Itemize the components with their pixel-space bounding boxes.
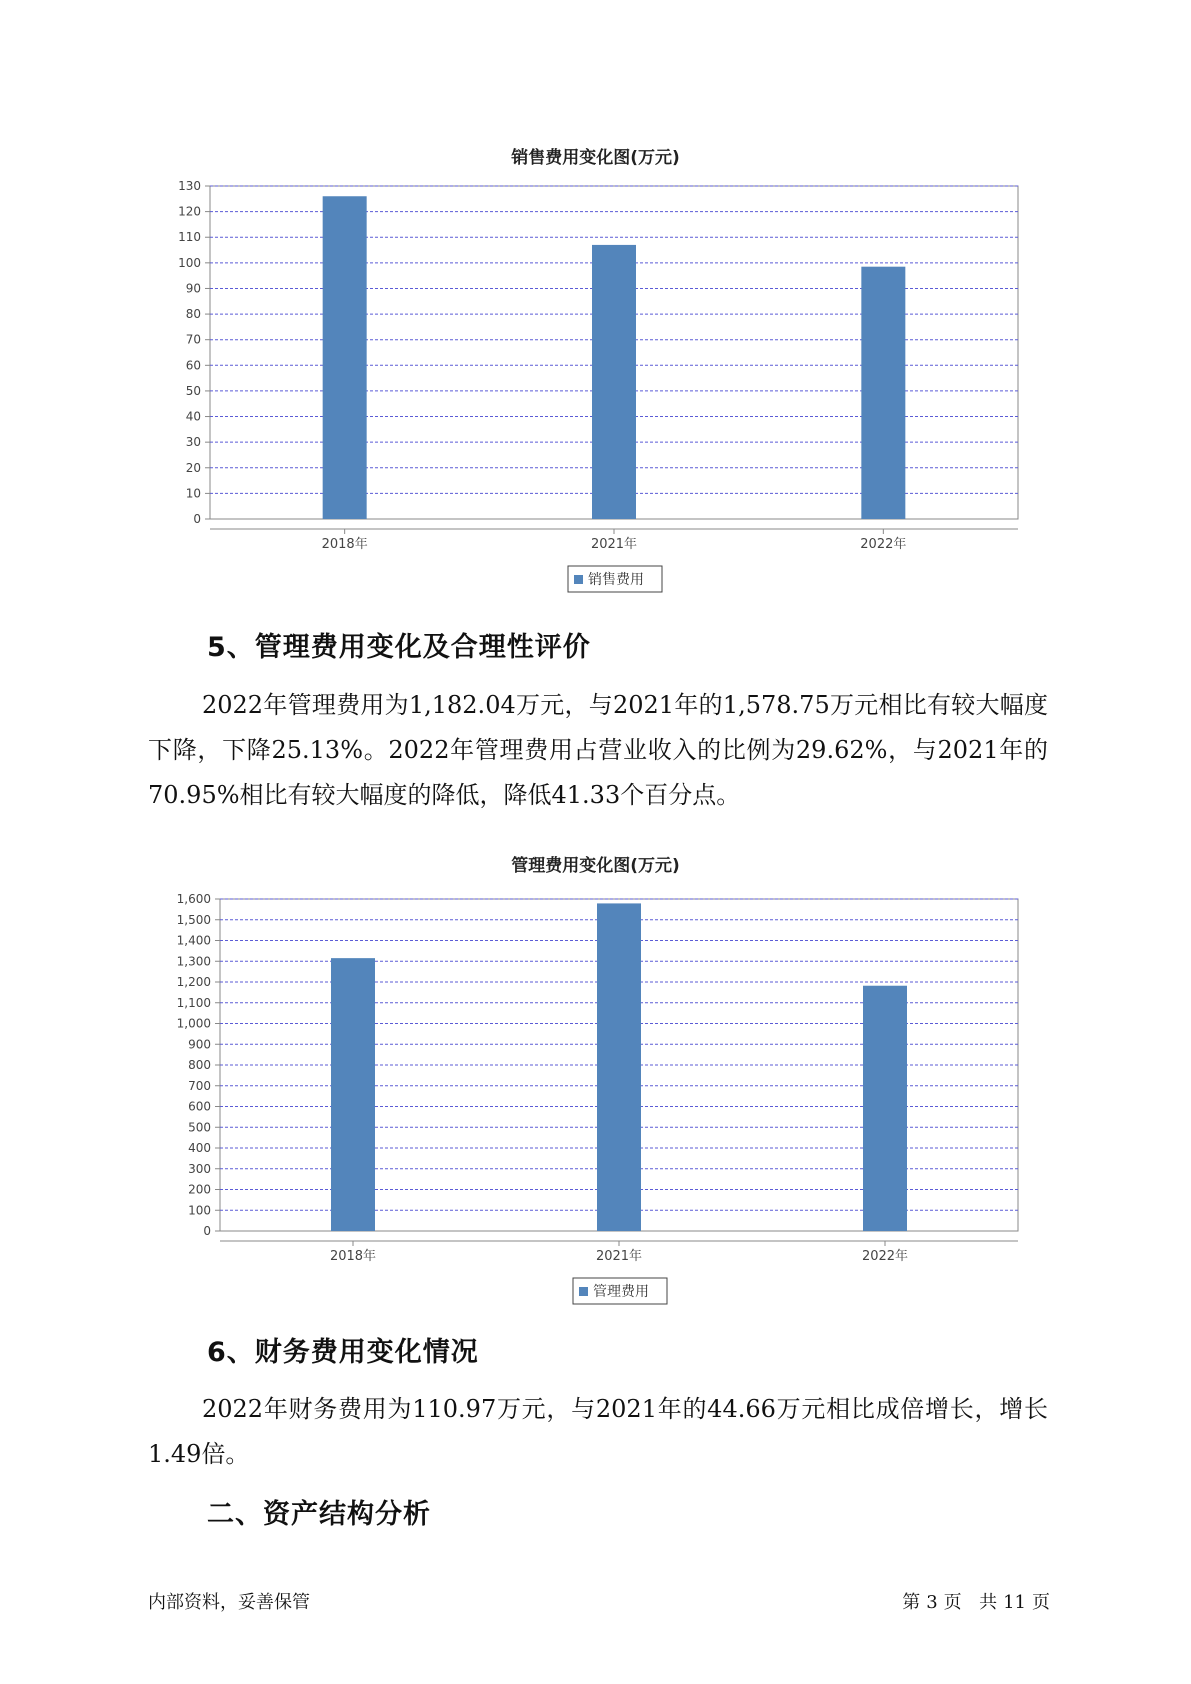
- legend-label: 管理费用: [593, 1284, 649, 1300]
- y-tick-label: 90: [185, 281, 201, 296]
- y-tick-label: 1,600: [176, 892, 211, 906]
- paragraph-text: 2022年财务费用为110.97万元，与2021年的44.66万元相比成倍增长，增长1.49倍。: [148, 1395, 1048, 1468]
- y-tick-label: 700: [188, 1078, 211, 1093]
- y-tick-label: 200: [188, 1182, 211, 1197]
- bar-2: [597, 903, 641, 1231]
- section-heading-two: 二、资产结构分析: [207, 1499, 431, 1530]
- y-tick-label: 80: [185, 307, 201, 322]
- y-tick-label: 300: [188, 1161, 211, 1176]
- y-tick-label: 30: [185, 435, 201, 450]
- chart-title-admin: 管理费用变化图(万元): [511, 856, 680, 876]
- y-tick-label: 120: [178, 204, 201, 219]
- paragraph-text: 2022年管理费用为1,182.04万元，与2021年的1,578.75万元相比有较大幅度下降，下降25.13%。2022年管理费用占营业收入的比例为29.62%，与2021年的70.95%相比有较大幅度的降低，降低41.33个百分点。: [148, 691, 1048, 809]
- footer-confidential-note: 内部资料，妥善保管: [148, 1592, 310, 1613]
- page-word: 页: [943, 1592, 962, 1613]
- x-tick-label: 2018年: [321, 537, 368, 552]
- y-tick-label: 20: [185, 460, 201, 475]
- y-tick-label: 500: [188, 1120, 211, 1135]
- chart-title-sales: 销售费用变化图(万元): [511, 148, 680, 168]
- page-prefix: 第: [902, 1592, 921, 1613]
- legend-label: 销售费用: [588, 572, 644, 588]
- bar-2: [592, 245, 636, 519]
- x-tick-label: 2018年: [329, 1249, 377, 1264]
- legend-swatch: [579, 1287, 588, 1296]
- y-tick-label: 10: [185, 486, 201, 501]
- y-tick-label: 110: [178, 230, 201, 245]
- bar-1: [331, 958, 375, 1231]
- y-tick-label: 400: [188, 1141, 211, 1155]
- legend-swatch: [574, 575, 583, 584]
- y-tick-label: 100: [188, 1203, 211, 1218]
- x-tick-label: 2021年: [595, 1249, 643, 1264]
- total-prefix: 共: [979, 1592, 998, 1613]
- x-tick-label: 2022年: [860, 537, 907, 552]
- y-tick-label: 1,400: [176, 933, 211, 948]
- y-tick-label: 1,100: [176, 995, 211, 1010]
- section-heading-5: 5、管理费用变化及合理性评价: [207, 632, 591, 663]
- page-number: 3: [926, 1592, 938, 1613]
- y-tick-label: 800: [188, 1058, 211, 1072]
- total-pages: 11: [1003, 1592, 1026, 1613]
- total-word: 页: [1032, 1592, 1050, 1613]
- section-5-paragraph: [148, 683, 1048, 818]
- y-tick-label: 1,300: [176, 954, 211, 969]
- sales-expense-chart: [0, 170, 1191, 640]
- y-tick-label: 0: [193, 512, 201, 526]
- y-tick-label: 1,500: [176, 912, 211, 927]
- bar-3: [863, 986, 907, 1231]
- y-tick-label: 40: [185, 409, 201, 424]
- x-tick-label: 2021年: [590, 537, 638, 552]
- y-tick-label: 0: [203, 1224, 211, 1238]
- y-tick-label: 50: [185, 383, 201, 398]
- y-tick-label: 900: [188, 1037, 211, 1052]
- y-tick-label: 100: [178, 255, 201, 270]
- y-tick-label: 60: [185, 358, 201, 373]
- footer-page-info: [902, 1588, 1056, 1614]
- admin-expense-chart: [0, 880, 1191, 1350]
- section-6-paragraph: [148, 1387, 1048, 1477]
- y-tick-label: 1,200: [176, 975, 211, 989]
- y-tick-label: 130: [178, 179, 201, 193]
- y-tick-label: 1,000: [176, 1016, 211, 1031]
- y-tick-label: 70: [185, 332, 201, 347]
- x-tick-label: 2022年: [861, 1249, 909, 1264]
- bar-1: [323, 196, 367, 519]
- section-heading-6: 6、财务费用变化情况: [207, 1337, 479, 1368]
- y-tick-label: 600: [188, 1099, 211, 1114]
- bar-3: [861, 267, 905, 519]
